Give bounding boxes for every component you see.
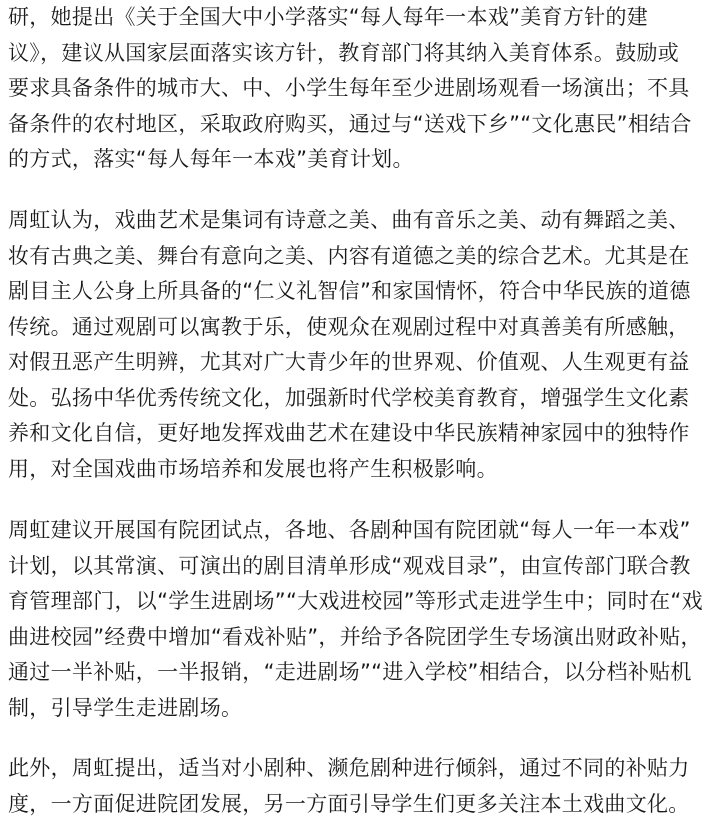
text-line: 育管理部门，以“学生进剧场”“大戏进校园”等形式走进学生中；同时在“戏 — [8, 589, 703, 613]
text-line: 剧目主人公身上所具备的“仁义礼智信”和家国情怀，符合中华民族的道德 — [8, 279, 691, 303]
text-line: 此外，周虹提出，适当对小剧种、濒危剧种进行倾斜，通过不同的补贴力 — [8, 756, 690, 780]
paragraph-proposal — [8, 0, 692, 178]
text-line: 要求具备条件的城市大、中、小学生每年至少进剧场观看一场演出；不具 — [8, 76, 690, 100]
text-line: 通过一半补贴，一半报销，“走进剧场”“进入学校”相结合，以分档补贴机 — [8, 660, 692, 684]
text-line: 研，她提出《关于全国大中小学落实“每人每年一本戏”美育方针的建 — [8, 5, 649, 29]
text-line: 用，对全国戏曲市场培养和发展也将产生积极影响。 — [8, 456, 498, 481]
paragraph-pilot-suggestion — [8, 513, 703, 726]
text-line: 传统。通过观剧可以寓教于乐，使观众在观剧过程中对真善美有所感触， — [8, 314, 690, 339]
text-line: 制，引导学生走进剧场。 — [8, 695, 243, 720]
paragraph-opera-art — [8, 203, 691, 487]
text-line: 备条件的农村地区，采取政府购买，通过与“送戏下乡”“文化惠民”相结合 — [8, 111, 692, 136]
paragraph-small-genres — [8, 751, 690, 822]
text-line: 的方式，落实“每人每年一本戏”美育计划。 — [8, 147, 414, 171]
text-line: 曲进校园”经费中增加“看戏补贴”，并给予各院团学生专场演出财政补贴， — [8, 624, 702, 649]
text-line: 周虹认为，戏曲艺术是集词有诗意之美、曲有音乐之美、动有舞蹈之美、 — [8, 208, 690, 232]
text-line: 妆有古典之美、舞台有意向之美、内容有道德之美的综合艺术。尤其是在 — [8, 243, 690, 268]
text-line: 处。弘扬中华优秀传统文化，加强新时代学校美育教育，增强学生文化素 — [8, 385, 690, 410]
text-line: 周虹建议开展国有院团试点，各地、各剧种国有院团就“每人一年一本戏” — [8, 518, 691, 542]
text-line: 度，一方面促进院团发展，另一方面引导学生们更多关注本土戏曲文化。 — [8, 791, 690, 816]
text-line: 养和文化自信，更好地发挥戏曲艺术在建设中华民族精神家园中的独特作 — [8, 421, 690, 445]
text-line: 对假丑恶产生明辨，尤其对广大青少年的世界观、价值观、人生观更有益 — [8, 350, 690, 374]
text-line: 议》，建议从国家层面落实该方针，教育部门将其纳入美育体系。鼓励或 — [8, 40, 680, 65]
text-line: 计划，以其常演、可演出的剧目清单形成“观戏目录”，由宣传部门联合教 — [8, 553, 691, 578]
